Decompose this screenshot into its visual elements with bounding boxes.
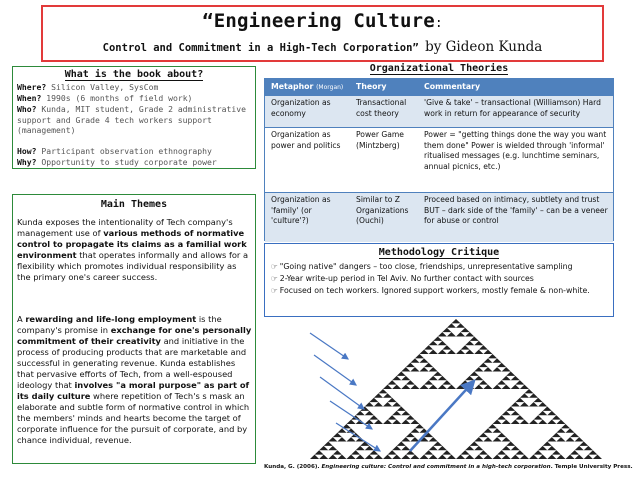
triangle-cell — [324, 442, 333, 446]
triangle-cell — [465, 455, 474, 459]
cell-metaphor: Organization as economy — [271, 98, 331, 118]
cell-theory: Power Game (Mintzberg) — [356, 130, 404, 150]
page-subtitle: Control and Commitment in a High-Tech Corporation” by Gideon Kunda — [102, 39, 543, 55]
triangle-cell — [506, 442, 515, 446]
about-where: Where? Silicon Valley, SysCom — [17, 82, 159, 92]
triangle-cell — [365, 420, 374, 424]
triangle-cell — [497, 415, 506, 419]
triangle-cell — [593, 455, 602, 459]
triangle-cell — [520, 420, 529, 424]
triangle-cell — [369, 398, 378, 402]
triangle-cell — [474, 350, 483, 354]
triangle-cell — [493, 385, 502, 389]
triangle-cell — [374, 402, 383, 406]
triangle-cell — [383, 385, 392, 389]
triangle-cell — [392, 455, 401, 459]
triangle-cell — [575, 437, 584, 441]
triangle-cell — [474, 385, 483, 389]
triangle-cell — [410, 358, 419, 362]
triangle-cell — [438, 446, 447, 450]
triangle-cell — [429, 385, 438, 389]
triangle-cell — [401, 446, 410, 450]
triangle-cell — [502, 385, 511, 389]
triangle-cell — [433, 337, 442, 341]
triangle-cell — [570, 450, 579, 454]
triangle-cell — [538, 420, 547, 424]
themes-heading: Main Themes — [100, 199, 168, 210]
triangle-cell — [502, 411, 511, 415]
triangle-cell — [420, 385, 429, 389]
triangle-cell — [447, 455, 456, 459]
about-heading: What is the book about? — [64, 69, 204, 80]
triangle-cell — [397, 372, 406, 376]
triangle-cell — [410, 385, 419, 389]
triangle-cell — [529, 420, 538, 424]
triangle-cell — [337, 455, 346, 459]
triangle-cell — [383, 420, 392, 424]
triangle-cell — [520, 393, 529, 397]
triangle-cell — [474, 376, 483, 380]
triangle-cell — [429, 341, 438, 345]
triangle-cell — [392, 446, 401, 450]
triangle-cell — [410, 420, 419, 424]
triangle-cell — [347, 455, 356, 459]
triangle-cell — [493, 455, 502, 459]
triangle-cell — [552, 415, 561, 419]
triangle-cell — [474, 455, 483, 459]
triangle-cell — [438, 385, 447, 389]
triangle-cell — [328, 437, 337, 441]
triangle-cell — [429, 367, 438, 371]
triangle-cell — [420, 358, 429, 362]
pointing-hand-icon: ☞ — [271, 262, 278, 271]
triangle-cell — [502, 446, 511, 450]
about-when: When? 1990s (6 months of field work) — [17, 93, 193, 103]
triangle-cell — [502, 376, 511, 380]
cell-metaphor: Organization as power and politics — [271, 130, 341, 150]
arrow — [336, 423, 380, 451]
triangle-cell — [575, 446, 584, 450]
triangle-cell — [447, 323, 456, 327]
arrow — [314, 355, 356, 385]
triangle-cell — [337, 437, 346, 441]
triangle-cell — [406, 433, 415, 437]
triangle-cell — [579, 442, 588, 446]
about-who: Who? Kunda, MIT student, Grade 2 administrative support and Grade 4 tech workers support (management) — [17, 104, 256, 135]
triangle-cell — [588, 450, 597, 454]
triangle-cell — [511, 446, 520, 450]
triangle-cell — [420, 350, 429, 354]
arrow — [310, 333, 348, 359]
triangle-cell — [506, 407, 515, 411]
triangle-cell — [429, 376, 438, 380]
triangle-cell — [584, 455, 593, 459]
triangle-cell — [556, 428, 565, 432]
triangle-cell — [502, 455, 511, 459]
triangle-cell — [438, 332, 447, 336]
triangle-cell — [493, 437, 502, 441]
triangle-cell — [347, 437, 356, 441]
triangle-cell — [456, 332, 465, 336]
cell-theory: Similar to Z Organizations (Ouchi) — [356, 195, 409, 225]
triangle-cell — [333, 450, 342, 454]
triangle-cell — [479, 380, 488, 384]
triangle-cell — [442, 345, 451, 349]
cell-metaphor: Organization as 'family' (or 'culture'?) — [271, 195, 331, 225]
triangle-cell — [447, 350, 456, 354]
triangle-cell — [493, 428, 502, 432]
triangle-cell — [383, 455, 392, 459]
triangle-cell — [479, 363, 488, 367]
triangle-cell — [493, 358, 502, 362]
triangle-cell — [552, 450, 561, 454]
themes-panel — [12, 194, 256, 464]
triangle-cell — [333, 433, 342, 437]
triangle-cell — [556, 437, 565, 441]
triangle-cell — [520, 455, 529, 459]
org-theories-heading: Organizational Theories — [369, 63, 509, 74]
triangle-cell — [424, 363, 433, 367]
triangle-cell — [511, 455, 520, 459]
triangle-cell — [497, 450, 506, 454]
methodology-item: ☞ Focused on tech workers. Ignored support workers, mostly female & non-white. — [271, 286, 590, 295]
triangle-cell — [410, 455, 419, 459]
triangle-cell — [438, 341, 447, 345]
triangle-cell — [429, 437, 438, 441]
triangle-cell — [429, 455, 438, 459]
methodology-heading: Methodology Critique — [378, 247, 500, 258]
triangle-cell — [388, 450, 397, 454]
triangle-cell — [392, 411, 401, 415]
triangle-cell — [515, 415, 524, 419]
triangle-cell — [465, 446, 474, 450]
triangle-cell — [502, 367, 511, 371]
triangle-cell — [351, 450, 360, 454]
triangle-cell — [479, 450, 488, 454]
triangle-cell — [401, 455, 410, 459]
triangle-cell — [566, 428, 575, 432]
triangle-cell — [524, 389, 533, 393]
triangle-cell — [365, 411, 374, 415]
triangle-cell — [538, 455, 547, 459]
about-panel — [12, 66, 256, 169]
triangle-cell — [424, 450, 433, 454]
triangle-cell — [479, 433, 488, 437]
triangle-cell — [401, 437, 410, 441]
table-row — [265, 95, 613, 128]
triangle-cell — [401, 385, 410, 389]
triangle-cell — [547, 411, 556, 415]
triangle-cell — [429, 446, 438, 450]
sierpinski-triangle — [310, 319, 602, 459]
triangle-cell — [547, 420, 556, 424]
triangle-cell — [456, 455, 465, 459]
methodology-panel — [264, 243, 614, 317]
triangle-cell — [461, 328, 470, 332]
triangle-cell — [365, 455, 374, 459]
methodology-item: ☞ 2-Year write-up period in Tel Aviv. No further contact with sources — [271, 274, 534, 283]
triangle-cell — [424, 380, 433, 384]
triangle-cell — [401, 367, 410, 371]
triangle-cell — [406, 363, 415, 367]
triangle-cell — [529, 455, 538, 459]
triangle-cell — [397, 442, 406, 446]
triangle-cell — [319, 455, 328, 459]
triangle-cell — [447, 385, 456, 389]
triangle-cell — [451, 319, 460, 323]
triangle-cell — [506, 372, 515, 376]
triangle-cell — [547, 437, 556, 441]
triangle-cell — [406, 380, 415, 384]
triangle-cell — [392, 420, 401, 424]
triangle-cell — [369, 450, 378, 454]
triangle-cell — [461, 345, 470, 349]
methodology-item: ☞ "Going native" dangers – too close, friendships, unrepresentative sampling — [271, 262, 573, 271]
triangle-cell — [310, 455, 319, 459]
citation: Kunda, G. (2006). Engineering culture: Control and commitment in a high-tech corporation. Temple University Press. — [264, 464, 633, 470]
triangle-cell — [429, 350, 438, 354]
arrows-group — [310, 333, 474, 451]
triangle-cell — [392, 402, 401, 406]
triangle-cell — [538, 411, 547, 415]
triangle-cell — [511, 376, 520, 380]
arrow — [410, 381, 474, 451]
triangle-cell — [502, 420, 511, 424]
about-how: How? Participant observation ethnography — [17, 146, 212, 156]
triangle-cell — [456, 350, 465, 354]
triangle-cell — [483, 437, 492, 441]
triangle-cell — [493, 420, 502, 424]
triangle-cell — [534, 415, 543, 419]
triangle-cell — [401, 411, 410, 415]
triangle-cell — [356, 455, 365, 459]
triangle-cell — [483, 428, 492, 432]
triangle-cell — [378, 389, 387, 393]
triangle-cell — [529, 402, 538, 406]
triangle-cell — [383, 393, 392, 397]
triangle-cell — [552, 433, 561, 437]
triangle-cell — [319, 446, 328, 450]
triangle-cell — [584, 446, 593, 450]
triangle-cell — [465, 341, 474, 345]
triangle-cell — [388, 398, 397, 402]
table-row — [265, 127, 613, 193]
triangle-cell — [556, 455, 565, 459]
triangle-cell — [447, 332, 456, 336]
triangle-cell — [465, 376, 474, 380]
triangle-cell — [534, 398, 543, 402]
triangle-cell — [570, 433, 579, 437]
triangle-cell — [383, 402, 392, 406]
triangle-cell — [365, 402, 374, 406]
cell-commentary: Power = "getting things done the way you want them done" Power is wielded through 'informal' ritualised messages (e.g. lunchtime seminars, annual picnics, etc.) — [424, 130, 607, 171]
triangle-cell — [488, 424, 497, 428]
triangle-cell — [493, 367, 502, 371]
triangle-cell — [497, 433, 506, 437]
triangle-cell — [511, 420, 520, 424]
triangle-cell — [438, 376, 447, 380]
triangle-cell — [483, 455, 492, 459]
cell-commentary: 'Give & take' – transactional (Williamson) Hard work in return for appearance of security — [424, 98, 601, 118]
triangle-cell — [328, 446, 337, 450]
themes-paragraph-1: Kunda exposes the intentionality of Tech company's management use of various methods of normative control to propagate its claims as a familial work environment that operates informally and allows for a flexibility which promotes individual responsibility as the primary one's career success. — [17, 217, 249, 282]
triangle-cell — [347, 420, 356, 424]
pointing-hand-icon: ☞ — [271, 286, 278, 295]
triangle-cell — [410, 367, 419, 371]
triangle-cell — [420, 455, 429, 459]
triangle-cell — [438, 455, 447, 459]
triangle-cell — [470, 442, 479, 446]
triangle-cell — [497, 363, 506, 367]
table-row — [265, 192, 613, 242]
triangle-cell — [474, 446, 483, 450]
triangle-cell — [511, 385, 520, 389]
triangle-cell — [410, 428, 419, 432]
triangle-cell — [497, 380, 506, 384]
triangle-cell — [465, 332, 474, 336]
triangle-cell — [420, 367, 429, 371]
triangle-cell — [315, 450, 324, 454]
cell-commentary: Proceed based on intimacy, subtlety and trust BUT – dark side of the 'family' – can be a veneer for abuse or control — [424, 195, 608, 225]
triangle-cell — [547, 455, 556, 459]
title-box — [41, 5, 604, 62]
page-title: “Engineering Culture: — [202, 10, 443, 32]
triangle-cell — [520, 402, 529, 406]
column-header-theory: Theory — [350, 79, 418, 95]
triangle-cell — [438, 350, 447, 354]
triangle-cell — [461, 380, 470, 384]
triangle-cell — [442, 380, 451, 384]
triangle-cell — [520, 385, 529, 389]
triangle-cell — [515, 450, 524, 454]
triangle-cell — [511, 402, 520, 406]
triangle-cell — [369, 415, 378, 419]
triangle-cell — [356, 446, 365, 450]
triangle-cell — [556, 420, 565, 424]
triangle-cell — [442, 328, 451, 332]
triangle-cell — [456, 323, 465, 327]
triangle-cell — [415, 354, 424, 358]
triangle-cell — [474, 367, 483, 371]
triangle-cell — [515, 380, 524, 384]
triangle-cell — [424, 345, 433, 349]
triangle-cell — [356, 411, 365, 415]
triangle-cell — [392, 376, 401, 380]
triangle-cell — [392, 385, 401, 389]
triangle-cell — [406, 415, 415, 419]
triangle-cell — [374, 455, 383, 459]
triangle-cell — [461, 450, 470, 454]
triangle-cell — [515, 398, 524, 402]
column-header-commentary: Commentary — [418, 79, 614, 95]
triangle-cell — [415, 424, 424, 428]
triangle-cell — [433, 372, 442, 376]
triangle-cell — [401, 376, 410, 380]
triangle-cell — [483, 385, 492, 389]
triangle-cell — [547, 446, 556, 450]
org-theories-table — [264, 78, 614, 241]
triangle-cell — [575, 455, 584, 459]
triangle-cell — [566, 455, 575, 459]
triangle-cell — [470, 337, 479, 341]
triangle-cell — [401, 420, 410, 424]
triangle-cell — [374, 420, 383, 424]
triangle-cell — [397, 407, 406, 411]
triangle-cell — [442, 450, 451, 454]
triangle-cell — [433, 442, 442, 446]
triangle-cell — [483, 358, 492, 362]
triangle-cell — [474, 437, 483, 441]
about-why: Why? Opportunity to study corporate power — [17, 157, 217, 167]
triangle-cell — [488, 354, 497, 358]
pointing-hand-icon: ☞ — [271, 274, 278, 283]
triangle-cell — [465, 350, 474, 354]
triangle-cell — [538, 402, 547, 406]
triangle-cell — [483, 367, 492, 371]
column-header-metaphor: Metaphor (Morgan) — [265, 79, 350, 95]
cell-theory: Transactional cost theory — [356, 98, 407, 118]
triangle-cell — [456, 385, 465, 389]
triangle-cell — [561, 424, 570, 428]
triangle-cell — [328, 455, 337, 459]
triangle-cell — [474, 341, 483, 345]
triangle-cell — [483, 350, 492, 354]
arrow — [320, 377, 364, 409]
triangle-cell — [479, 345, 488, 349]
themes-paragraph-2: A rewarding and life-long employment is the company's promise in exchange for one's personally commitment of their creativity and initiative in the process of producing products that are marketable and successful in generating revenue. Kunda establishes that pervasive efforts of Tech, from a well-espoused ideology that involves "a moral purpose" as part of its daily culture where repetition of Tech's s mask an elaborate and subtle form of normative control in which the members' minds and hearts become the target of corporate influence for the pursuit of corporate, and by chance individual, revenue. — [17, 314, 252, 445]
triangle-cell — [543, 442, 552, 446]
triangle-cell — [543, 407, 552, 411]
triangle-cell — [529, 393, 538, 397]
sierpinski-illustration — [290, 317, 638, 462]
triangle-cell — [374, 393, 383, 397]
triangle-cell — [538, 446, 547, 450]
triangle-cell — [388, 380, 397, 384]
triangle-cell — [534, 450, 543, 454]
triangle-cell — [511, 411, 520, 415]
triangle-cell — [566, 437, 575, 441]
triangle-cell — [388, 415, 397, 419]
triangle-cell — [502, 437, 511, 441]
triangle-cell — [470, 372, 479, 376]
author: by Gideon Kunda — [425, 39, 543, 55]
